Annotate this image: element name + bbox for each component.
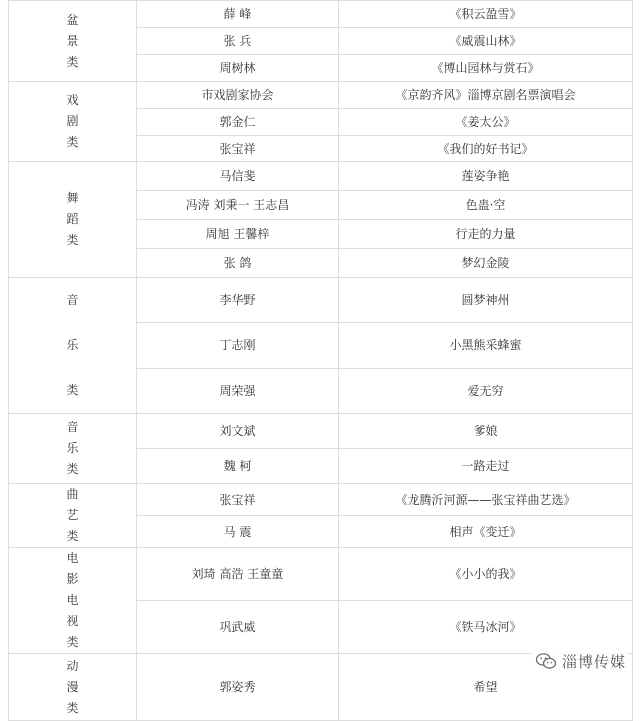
work-title-cell: 相声《变迁》 xyxy=(339,516,633,548)
work-title-cell: 梦幻金陵 xyxy=(339,249,633,278)
table-row xyxy=(9,82,633,109)
category-label: 音乐类 xyxy=(66,420,79,476)
category-label: 音乐类 xyxy=(66,293,79,397)
work-title-cell: 爱无穷 xyxy=(339,368,633,413)
author-cell: 周旭 王馨梓 xyxy=(137,220,339,249)
author-cell: 薛 峰 xyxy=(137,1,339,28)
author-cell: 郭金仁 xyxy=(137,109,339,136)
category-cell xyxy=(9,484,137,548)
work-title-cell: 《姜太公》 xyxy=(339,109,633,136)
author-cell: 张 兵 xyxy=(137,28,339,55)
watermark xyxy=(531,649,628,673)
author-cell: 张宝祥 xyxy=(137,484,339,516)
work-title-cell: 《京韵齐风》淄博京剧名票演唱会 xyxy=(339,82,633,109)
author-cell: 马 震 xyxy=(137,516,339,548)
work-title-cell: 《小小的我》 xyxy=(339,548,633,601)
awards-table-body xyxy=(9,1,633,721)
awards-table xyxy=(8,0,633,721)
category-label: 盆景类 xyxy=(66,12,79,69)
work-title-cell: 爹娘 xyxy=(339,414,633,449)
work-title-cell: 希望 xyxy=(339,654,633,721)
author-cell: 马信斐 xyxy=(137,162,339,191)
author-cell: 张宝祥 xyxy=(137,136,339,162)
category-label: 电影电视类 xyxy=(66,551,79,649)
category-label: 戏剧类 xyxy=(66,93,79,149)
author-cell: 周荣强 xyxy=(137,368,339,413)
work-title-cell: 行走的力量 xyxy=(339,220,633,249)
category-cell xyxy=(9,548,137,654)
work-title-cell: 《积云盈雪》 xyxy=(339,1,633,28)
table-row xyxy=(9,278,633,323)
author-cell: 巩武威 xyxy=(137,601,339,654)
category-cell xyxy=(9,414,137,484)
author-cell: 冯涛 刘秉一 王志昌 xyxy=(137,191,339,220)
author-cell: 丁志刚 xyxy=(137,323,339,368)
category-cell xyxy=(9,654,137,721)
category-cell xyxy=(9,162,137,278)
table-row xyxy=(9,414,633,449)
table-row xyxy=(9,548,633,601)
author-cell: 市戏剧家协会 xyxy=(137,82,339,109)
author-cell: 刘文斌 xyxy=(137,414,339,449)
author-cell: 刘琦 高浩 王童童 xyxy=(137,548,339,601)
author-cell: 李华野 xyxy=(137,278,339,323)
work-title-cell: 圆梦神州 xyxy=(339,278,633,323)
work-title-cell: 《威震山林》 xyxy=(339,28,633,55)
author-cell: 周树林 xyxy=(137,55,339,82)
watermark-text: 淄博传媒 xyxy=(561,652,626,671)
table-row xyxy=(9,1,633,28)
category-label: 动漫类 xyxy=(66,658,79,715)
work-title-cell: 一路走过 xyxy=(339,449,633,484)
work-title-cell: 小黑熊采蜂蜜 xyxy=(339,323,633,368)
work-title-cell: 《铁马冰河》 xyxy=(339,601,633,654)
category-cell xyxy=(9,278,137,414)
work-title-cell: 《博山园林与赏石》 xyxy=(339,55,633,82)
author-cell: 张 鸽 xyxy=(137,249,339,278)
wechat-icon xyxy=(535,652,557,670)
category-cell xyxy=(9,82,137,162)
table-row xyxy=(9,162,633,191)
work-title-cell: 《龙腾沂河源——张宝祥曲艺选》 xyxy=(339,484,633,516)
work-title-cell: 莲姿争艳 xyxy=(339,162,633,191)
work-title-cell: 色蛊·空 xyxy=(339,191,633,220)
category-label: 曲艺类 xyxy=(66,487,79,543)
author-cell: 魏 柯 xyxy=(137,449,339,484)
table-row xyxy=(9,484,633,516)
work-title-cell: 《我们的好书记》 xyxy=(339,136,633,162)
category-cell xyxy=(9,1,137,82)
category-label: 舞蹈类 xyxy=(66,191,79,247)
author-cell: 郭姿秀 xyxy=(137,654,339,721)
